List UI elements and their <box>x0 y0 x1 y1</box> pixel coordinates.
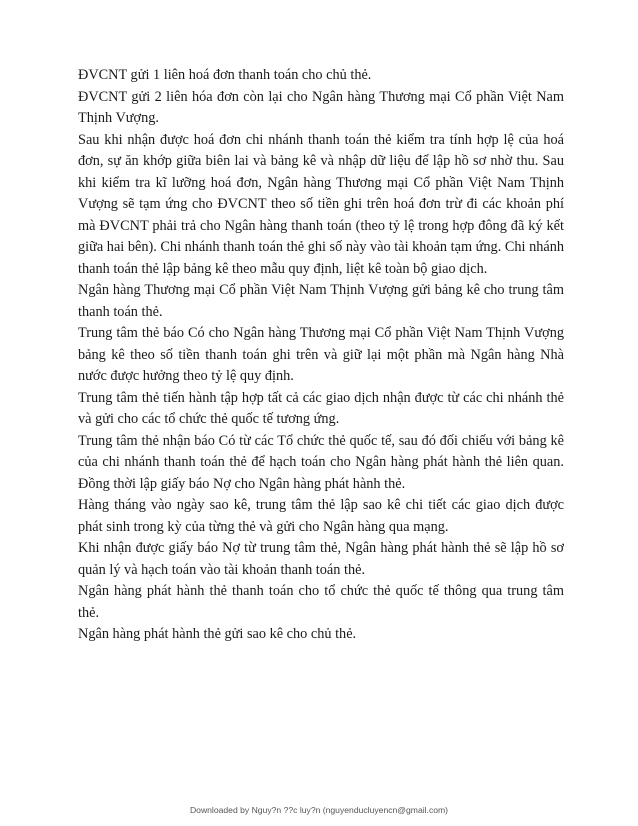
document-body <box>78 65 564 646</box>
paragraph: ĐVCNT gửi 2 liên hóa đơn còn lại cho Ngân hàng Thương mại Cổ phần Việt Nam Thịnh Vượng. <box>78 88 564 126</box>
paragraph: Trung tâm thẻ nhận báo Có từ các Tổ chức thẻ quốc tế, sau đó đối chiếu với bảng kê của chi nhánh thanh toán thẻ để hạch toán cho Ngân hàng phát hành thẻ liên quan. Đồng thời lập giấy báo Nợ cho Ngân hàng phát hành thẻ. <box>78 432 564 492</box>
paragraph: Trung tâm thẻ tiến hành tập hợp tất cả các giao dịch nhận được từ các chi nhánh thẻ và gửi cho các tổ chức thẻ quốc tế tương ứng. <box>78 389 564 427</box>
paragraph: Khi nhận được giấy báo Nợ từ trung tâm thẻ, Ngân hàng phát hành thẻ sẽ lập hồ sơ quản lý và hạch toán vào tài khoản thanh toán thẻ. <box>78 540 564 578</box>
paragraph: ĐVCNT gửi 1 liên hoá đơn thanh toán cho chủ thẻ. <box>78 67 372 83</box>
paragraph: Ngân hàng Thương mại Cổ phần Việt Nam Thịnh Vượng gửi bảng kê cho trung tâm thanh toán thẻ. <box>78 282 564 320</box>
paragraph: Ngân hàng phát hành thẻ gửi sao kê cho chủ thẻ. <box>78 626 357 642</box>
download-footer: Downloaded by Nguy?n ??c luy?n (nguyenducluyencn@gmail.com) <box>189 805 449 815</box>
paragraph: Ngân hàng phát hành thẻ thanh toán cho tổ chức thẻ quốc tế thông qua trung tâm thẻ. <box>78 583 564 621</box>
paragraph: Sau khi nhận được hoá đơn chi nhánh thanh toán thẻ kiểm tra tính hợp lệ của hoá đơn, sự ăn khớp giữa biên lai và bảng kê và nhập dữ liệu để lập hồ sơ nhờ thu. Sau khi kiểm tra kĩ lưỡng hoá đơn, Ngân hàng Thương mại Cổ phần Việt Nam Thịnh Vượng sẽ tạm ứng cho ĐVCNT theo số tiền ghi trên hoá đơn trừ đi các khoản phí mà ĐVCNT phải trả cho Ngân hàng thanh toán (theo tỷ lệ trong hợp đông đã ký kết giữa hai bên). Chi nhánh thanh toán thẻ ghi số này vào tài khoản tạm ứng. Chi nhánh thanh toán thẻ lập bảng kê theo mẫu quy định, liệt kê toàn bộ giao dịch. <box>78 131 565 277</box>
paragraph: Trung tâm thẻ báo Có cho Ngân hàng Thương mại Cổ phần Việt Nam Thịnh Vượng bảng kê theo số tiền thanh toán ghi trên và giữ lại một phần mà Ngân hàng Nhà nước được hưởng theo tỷ lệ quy định. <box>78 325 564 384</box>
paragraph: Hàng tháng vào ngày sao kê, trung tâm thẻ lập sao kê chi tiết các giao dịch được phát sinh trong kỳ của từng thẻ và gửi cho Ngân hàng qua mạng. <box>78 497 564 535</box>
